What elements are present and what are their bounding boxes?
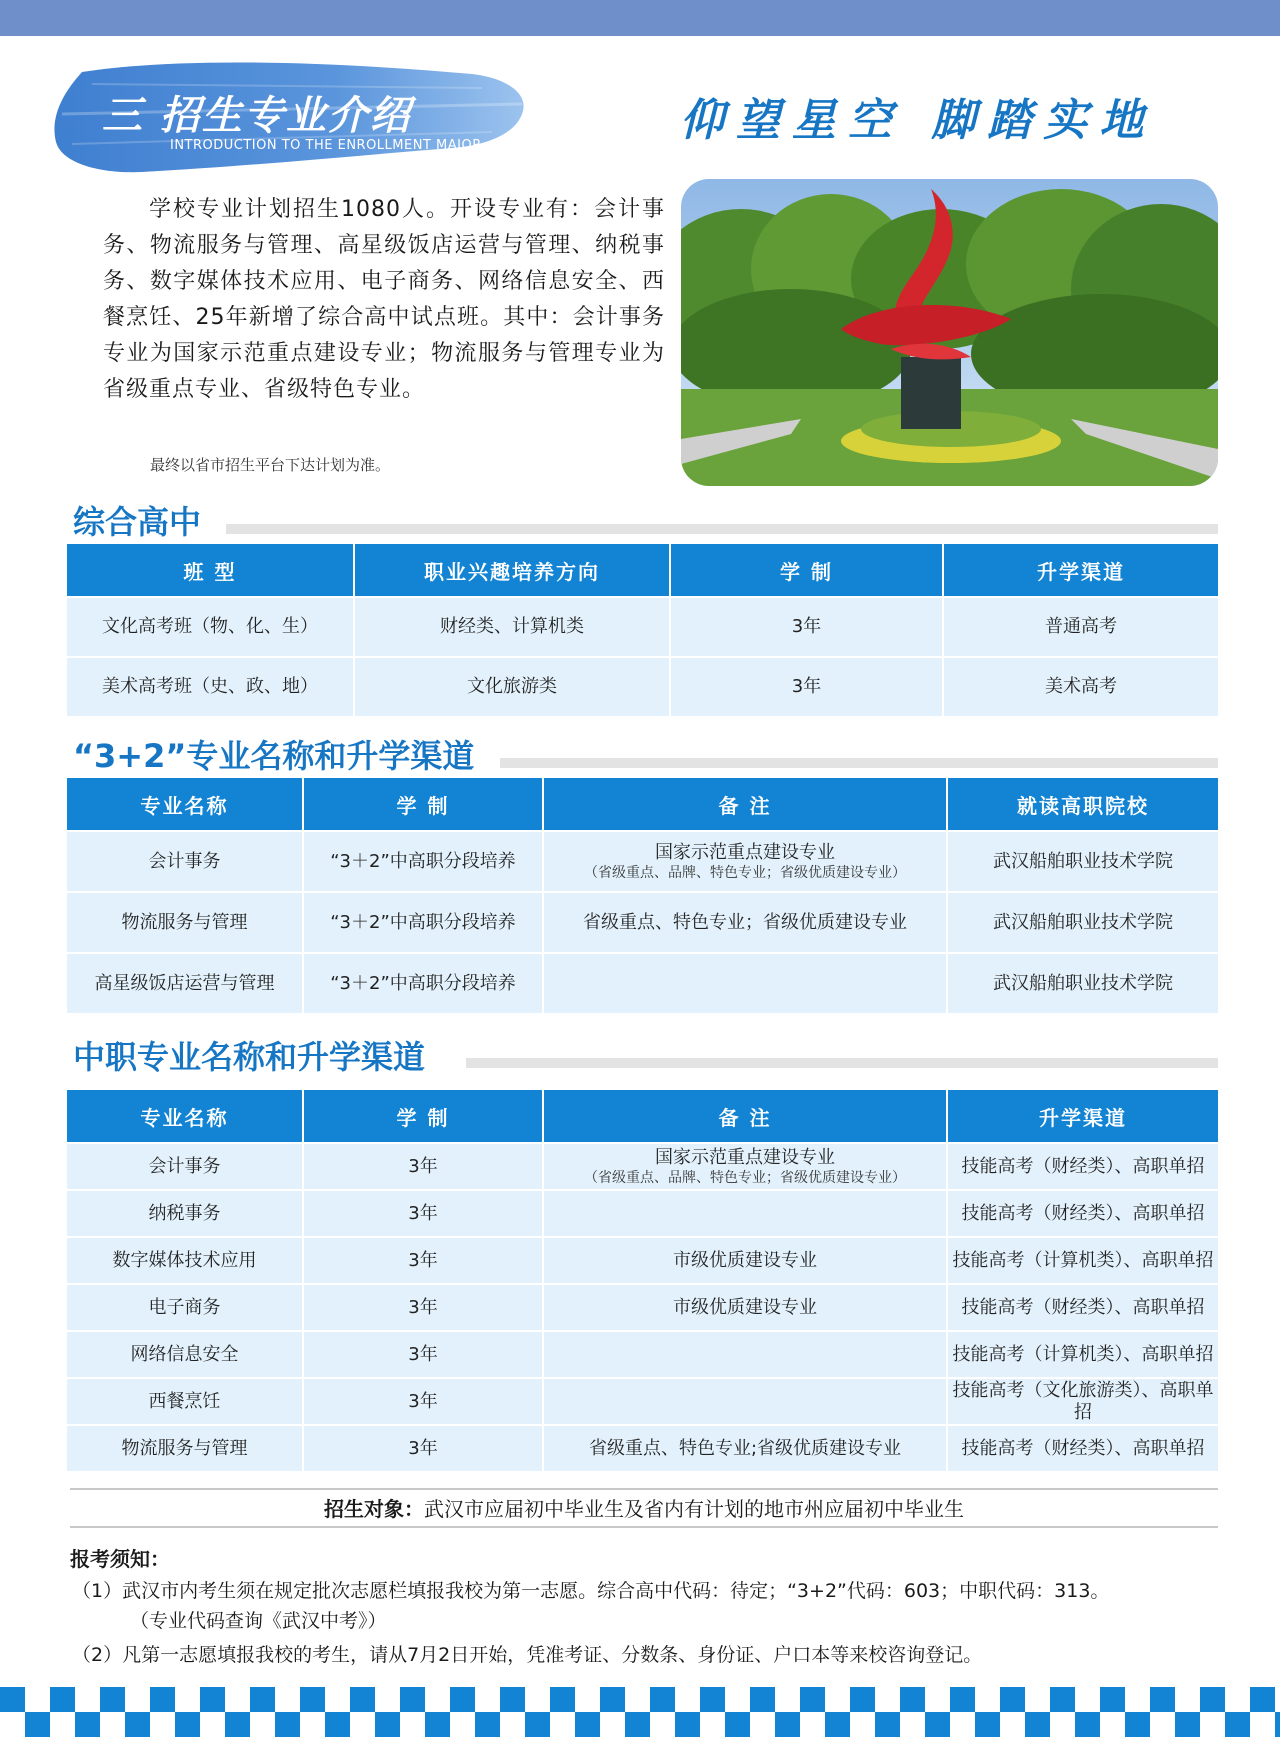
checker-square bbox=[775, 1712, 800, 1737]
note-main: 国家示范重点建设专业 bbox=[655, 841, 835, 863]
checker-square bbox=[950, 1687, 975, 1712]
col-header-channel: 升学渠道 bbox=[947, 1089, 1219, 1143]
cell-class-type: 文化高考班（物、化、生） bbox=[66, 597, 354, 657]
cell-major: 西餐烹饪 bbox=[66, 1378, 303, 1425]
note-2: （2）凡第一志愿填报我校的考生，请从7月2日开始，凭准考证、分数条、身份证、户口本等来校咨询登记。 bbox=[72, 1644, 983, 1666]
comprehensive-table bbox=[65, 542, 1220, 718]
heading-three-plus-two: “3+2”专业名称和升学渠道 bbox=[73, 737, 475, 775]
campus-sculpture-photo bbox=[681, 179, 1218, 486]
table-row bbox=[66, 1284, 1219, 1331]
checker-square bbox=[150, 1687, 175, 1712]
note-main: 国家示范重点建设专业 bbox=[655, 1146, 835, 1168]
section-title: 三 招生专业介绍 bbox=[102, 93, 412, 139]
three-plus-two-table bbox=[65, 776, 1220, 1015]
intro-note: 最终以省市招生平台下达计划为准。 bbox=[150, 456, 391, 474]
slogan: 仰望星空 脚踏实地 bbox=[680, 95, 1156, 146]
table-row bbox=[66, 1378, 1219, 1425]
checker-square bbox=[725, 1712, 750, 1737]
table-row bbox=[66, 657, 1219, 717]
cell-system: “3＋2”中高职分段培养 bbox=[303, 831, 543, 892]
checker-square bbox=[75, 1712, 100, 1737]
checker-square bbox=[125, 1712, 150, 1737]
checker-square bbox=[1150, 1687, 1175, 1712]
table-header-row bbox=[66, 1089, 1219, 1143]
heading-secondary: 中职专业名称和升学渠道 bbox=[73, 1038, 426, 1076]
cell-major: 纳税事务 bbox=[66, 1190, 303, 1237]
checker-square bbox=[50, 1687, 75, 1712]
heading-rule-three-plus-two bbox=[500, 758, 1218, 768]
checker-square bbox=[225, 1712, 250, 1737]
cell-major: 数字媒体技术应用 bbox=[66, 1237, 303, 1284]
notes-title: 报考须知： bbox=[70, 1547, 170, 1571]
cell-note bbox=[543, 1378, 947, 1425]
checker-square bbox=[325, 1712, 350, 1737]
col-header-major: 专业名称 bbox=[66, 777, 303, 831]
checker-square bbox=[1175, 1712, 1200, 1737]
cell-major: 会计事务 bbox=[66, 1143, 303, 1190]
enrollment-target-label: 招生对象： bbox=[324, 1497, 424, 1521]
top-bar bbox=[0, 0, 1280, 36]
checker-square bbox=[625, 1712, 650, 1737]
note-sub: （省级重点、品牌、特色专业；省级优质建设专业） bbox=[584, 864, 906, 881]
checker-square bbox=[375, 1712, 400, 1737]
cell-channel: 美术高考 bbox=[943, 657, 1219, 717]
divider-bottom bbox=[70, 1526, 1218, 1528]
table-row bbox=[66, 1190, 1219, 1237]
cell-channel: 普通高考 bbox=[943, 597, 1219, 657]
cell-system: 3年 bbox=[303, 1143, 543, 1190]
checker-square bbox=[750, 1687, 775, 1712]
cell-system: 3年 bbox=[303, 1284, 543, 1331]
checker-square bbox=[575, 1712, 600, 1737]
col-header-major: 专业名称 bbox=[66, 1089, 303, 1143]
checker-square bbox=[700, 1687, 725, 1712]
heading-rule-secondary bbox=[466, 1058, 1218, 1068]
cell-major: 物流服务与管理 bbox=[66, 1425, 303, 1472]
cell-major: 网络信息安全 bbox=[66, 1331, 303, 1378]
cell-note bbox=[543, 1190, 947, 1237]
checker-square bbox=[1050, 1687, 1075, 1712]
heading-comprehensive: 综合高中 bbox=[73, 503, 202, 541]
checker-square bbox=[825, 1712, 850, 1737]
col-header-interest: 职业兴趣培养方向 bbox=[354, 543, 670, 597]
cell-note: 市级优质建设专业 bbox=[543, 1284, 947, 1331]
cell-college: 武汉船舶职业技术学院 bbox=[947, 892, 1219, 953]
cell-channel: 技能高考（文化旅游类）、高职单招 bbox=[947, 1378, 1219, 1425]
table-row bbox=[66, 597, 1219, 657]
col-header-class-type: 班 型 bbox=[66, 543, 354, 597]
checker-square bbox=[450, 1687, 475, 1712]
checker-square bbox=[1000, 1687, 1025, 1712]
table-row bbox=[66, 1425, 1219, 1472]
cell-system: “3＋2”中高职分段培养 bbox=[303, 953, 543, 1014]
col-header-college: 就读高职院校 bbox=[947, 777, 1219, 831]
cell-channel: 技能高考（财经类）、高职单招 bbox=[947, 1284, 1219, 1331]
checker-square bbox=[1275, 1712, 1280, 1737]
cell-system: 3年 bbox=[303, 1425, 543, 1472]
table-row bbox=[66, 1237, 1219, 1284]
col-header-note: 备 注 bbox=[543, 1089, 947, 1143]
checker-square bbox=[350, 1687, 375, 1712]
cell-system: 3年 bbox=[303, 1190, 543, 1237]
checker-square bbox=[800, 1687, 825, 1712]
checker-square bbox=[1100, 1687, 1125, 1712]
secondary-table bbox=[65, 1088, 1220, 1473]
checker-square bbox=[25, 1712, 50, 1737]
col-header-note: 备 注 bbox=[543, 777, 947, 831]
table-header-row bbox=[66, 777, 1219, 831]
table-header-row bbox=[66, 543, 1219, 597]
cell-channel: 技能高考（财经类）、高职单招 bbox=[947, 1143, 1219, 1190]
table-row bbox=[66, 831, 1219, 892]
checker-square bbox=[175, 1712, 200, 1737]
cell-channel: 技能高考（计算机类）、高职单招 bbox=[947, 1331, 1219, 1378]
checker-square bbox=[400, 1687, 425, 1712]
note-1: （1）武汉市内考生须在规定批次志愿栏填报我校为第一志愿。综合高中代码：待定；“3+2”代码：603；中职代码：313。 bbox=[72, 1580, 1110, 1602]
checker-square bbox=[200, 1687, 225, 1712]
checker-square bbox=[900, 1687, 925, 1712]
checker-square bbox=[1250, 1687, 1275, 1712]
enrollment-target bbox=[70, 1493, 1218, 1522]
cell-major: 高星级饭店运营与管理 bbox=[66, 953, 303, 1014]
cell-class-type: 美术高考班（史、政、地） bbox=[66, 657, 354, 717]
note-sub: （省级重点、品牌、特色专业；省级优质建设专业） bbox=[584, 1169, 906, 1186]
col-header-system: 学 制 bbox=[670, 543, 943, 597]
heading-rule-comprehensive bbox=[226, 524, 1218, 534]
cell-system: 3年 bbox=[303, 1331, 543, 1378]
col-header-system: 学 制 bbox=[303, 777, 543, 831]
cell-major: 会计事务 bbox=[66, 831, 303, 892]
checker-square bbox=[100, 1687, 125, 1712]
cell-college: 武汉船舶职业技术学院 bbox=[947, 953, 1219, 1014]
checker-square bbox=[425, 1712, 450, 1737]
cell-channel: 技能高考（财经类）、高职单招 bbox=[947, 1190, 1219, 1237]
checker-square bbox=[1225, 1712, 1250, 1737]
cell-note: 省级重点、特色专业；省级优质建设专业 bbox=[543, 892, 947, 953]
checker-square bbox=[600, 1687, 625, 1712]
cell-note: 省级重点、特色专业;省级优质建设专业 bbox=[543, 1425, 947, 1472]
checker-square bbox=[500, 1687, 525, 1712]
checker-square bbox=[975, 1712, 1000, 1737]
checker-square bbox=[925, 1712, 950, 1737]
cell-note bbox=[543, 1143, 947, 1190]
cell-system: 3年 bbox=[670, 657, 943, 717]
cell-major: 物流服务与管理 bbox=[66, 892, 303, 953]
table-row bbox=[66, 953, 1219, 1014]
checker-square bbox=[675, 1712, 700, 1737]
checkered-footer bbox=[0, 1687, 1280, 1737]
cell-college: 武汉船舶职业技术学院 bbox=[947, 831, 1219, 892]
cell-note bbox=[543, 831, 947, 892]
checker-square bbox=[1025, 1712, 1050, 1737]
col-header-channel: 升学渠道 bbox=[943, 543, 1219, 597]
checker-square bbox=[850, 1687, 875, 1712]
checker-square bbox=[1200, 1687, 1225, 1712]
cell-interest: 财经类、计算机类 bbox=[354, 597, 670, 657]
table-row bbox=[66, 1331, 1219, 1378]
section-subtitle: INTRODUCTION TO THE ENROLLMENT MAJOR bbox=[170, 138, 482, 153]
cell-note: 市级优质建设专业 bbox=[543, 1237, 947, 1284]
table-row bbox=[66, 1143, 1219, 1190]
checker-square bbox=[650, 1687, 675, 1712]
col-header-system: 学 制 bbox=[303, 1089, 543, 1143]
checker-square bbox=[1125, 1712, 1150, 1737]
checker-square bbox=[300, 1687, 325, 1712]
cell-system: 3年 bbox=[303, 1378, 543, 1425]
table-row bbox=[66, 892, 1219, 953]
cell-channel: 技能高考（财经类）、高职单招 bbox=[947, 1425, 1219, 1472]
cell-note bbox=[543, 1331, 947, 1378]
enrollment-target-text: 武汉市应届初中毕业生及省内有计划的地市州应届初中毕业生 bbox=[424, 1497, 964, 1521]
cell-system: 3年 bbox=[303, 1237, 543, 1284]
checker-square bbox=[1075, 1712, 1100, 1737]
cell-interest: 文化旅游类 bbox=[354, 657, 670, 717]
cell-system: “3＋2”中高职分段培养 bbox=[303, 892, 543, 953]
checker-square bbox=[550, 1687, 575, 1712]
checker-square bbox=[250, 1687, 275, 1712]
checker-square bbox=[875, 1712, 900, 1737]
cell-system: 3年 bbox=[670, 597, 943, 657]
checker-square bbox=[275, 1712, 300, 1737]
divider-top bbox=[70, 1488, 1218, 1490]
checker-square bbox=[475, 1712, 500, 1737]
checker-square bbox=[525, 1712, 550, 1737]
cell-major: 电子商务 bbox=[66, 1284, 303, 1331]
cell-note bbox=[543, 953, 947, 1014]
cell-channel: 技能高考（计算机类）、高职单招 bbox=[947, 1237, 1219, 1284]
checker-square bbox=[0, 1687, 25, 1712]
intro-paragraph: 学校专业计划招生1080人。开设专业有：会计事务、物流服务与管理、高星级饭店运营与管理、纳税事务、数字媒体技术应用、电子商务、网络信息安全、西餐烹饪、25年新增了综合高中试点班。其中：会计事务专业为国家示范重点建设专业；物流服务与管理专业为省级重点专业、省级特色专业。 bbox=[103, 197, 665, 402]
note-1-continued: （专业代码查询《武汉中考》） bbox=[130, 1610, 387, 1632]
